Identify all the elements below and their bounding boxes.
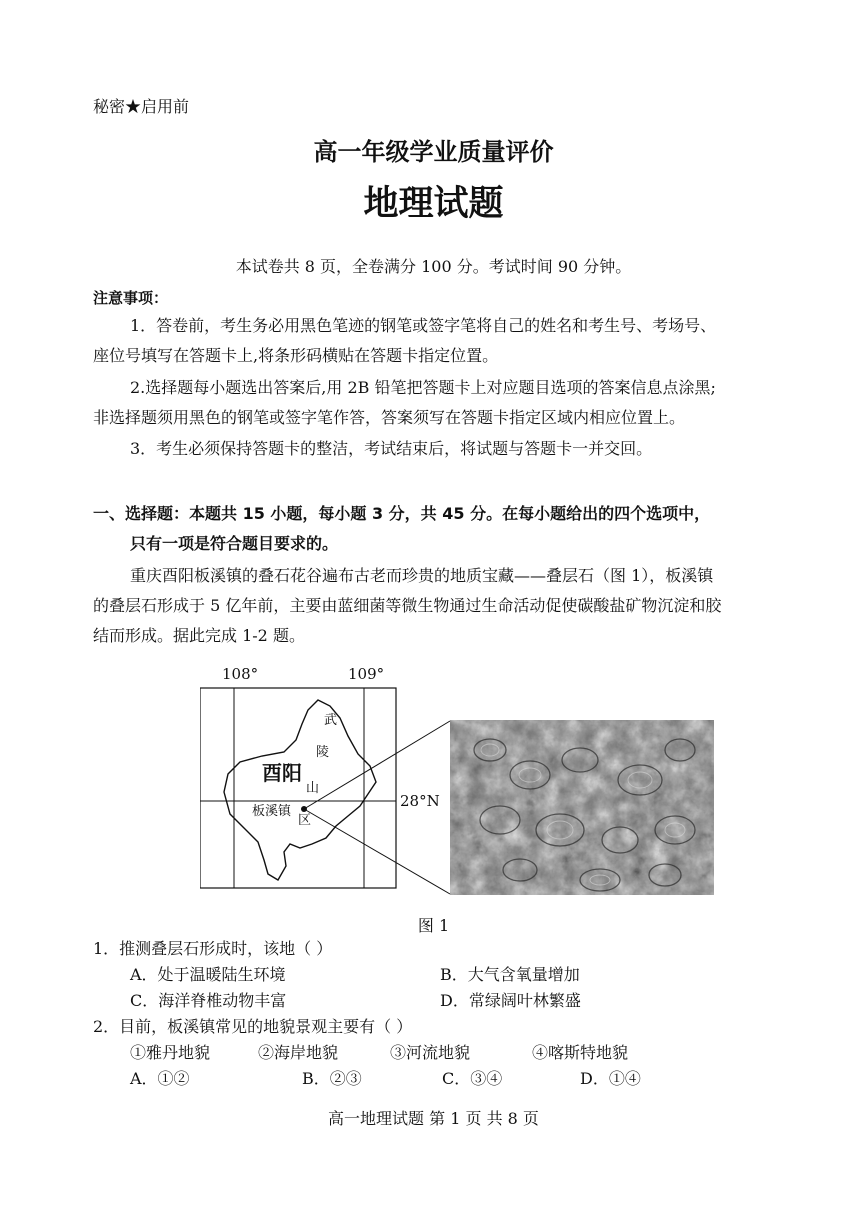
landform-item: ①雅丹地貌	[130, 1043, 211, 1062]
notice-line: 2.选择题每小题选出答案后,用 2B 铅笔把答题卡上对应题目选项的答案信息点涂黑;	[130, 378, 716, 397]
town-label: 板溪镇	[252, 804, 292, 819]
notice-line: 1．答卷前，考生务必用黑色笔迹的钢笔或签字笔将自己的姓名和考生号、考场号、	[130, 316, 717, 335]
option: D．①④	[580, 1069, 641, 1088]
exam-info: 本试卷共 8 页，全卷满分 100 分。考试时间 90 分钟。	[235, 257, 632, 276]
notice-line: 3．考生必须保持答题卡的整洁，考试结束后，将试题与答题卡一并交回。	[130, 439, 653, 458]
section-heading: 一、选择题：本题共 15 小题，每小题 3 分，共 45 分。在每小题给出的四个选项中，	[93, 504, 711, 523]
mountain-label: 陵	[316, 745, 330, 760]
landform-item: ④喀斯特地貌	[532, 1043, 629, 1062]
latitude-label: 28°N	[400, 792, 440, 810]
longitude-label: 109°	[348, 666, 385, 683]
region-label: 酉阳	[262, 761, 302, 785]
figure-caption: 图 1	[417, 916, 450, 935]
mountain-label: 武	[324, 713, 338, 728]
mountain-label: 山	[306, 781, 320, 796]
option: B．②③	[302, 1069, 362, 1088]
mountain-label: 区	[298, 813, 312, 828]
option: A．处于温暖陆生环境	[130, 965, 286, 984]
stromatolite-photo	[450, 720, 714, 895]
exam-title: 高一年级学业质量评价	[313, 137, 554, 166]
question-stem: 1．推测叠层石形成时，该地（ ）	[93, 939, 333, 958]
intro-line: 结而形成。据此完成 1-2 题。	[93, 626, 305, 645]
option: C．海洋脊椎动物丰富	[130, 991, 287, 1010]
notice-line: 非选择题须用黑色的钢笔或签字笔作答，答案须写在答题卡指定区域内相应位置上。	[93, 408, 686, 427]
option: C．③④	[442, 1069, 503, 1088]
option: B．大气含氧量增加	[440, 965, 580, 984]
notice-line: 座位号填写在答题卡上,将条形码横贴在答题卡指定位置。	[93, 346, 499, 365]
secret-label: 秘密★启用前	[93, 97, 190, 116]
subject-title: 地理试题	[363, 183, 504, 224]
page-footer: 高一地理试题 第 1 页 共 8 页	[328, 1109, 539, 1128]
question-stem: 2．目前，板溪镇常见的地貌景观主要有（ ）	[93, 1017, 413, 1036]
landform-item: ②海岸地貌	[258, 1043, 339, 1062]
intro-line: 的叠层石形成于 5 亿年前，主要由蓝细菌等微生物通过生命活动促使碳酸盐矿物沉淀和胶	[93, 596, 722, 615]
landform-item: ③河流地貌	[390, 1043, 471, 1062]
section-heading-cont: 只有一项是符合题目要求的。	[130, 534, 339, 553]
option: D．常绿阔叶林繁盛	[440, 991, 581, 1010]
intro-line: 重庆酉阳板溪镇的叠石花谷遍布古老而珍贵的地质宝藏——叠层石（图 1），板溪镇	[130, 566, 714, 585]
option: A．①②	[130, 1069, 190, 1088]
notice-heading: 注意事项：	[93, 289, 169, 307]
longitude-label: 108°	[222, 666, 259, 683]
